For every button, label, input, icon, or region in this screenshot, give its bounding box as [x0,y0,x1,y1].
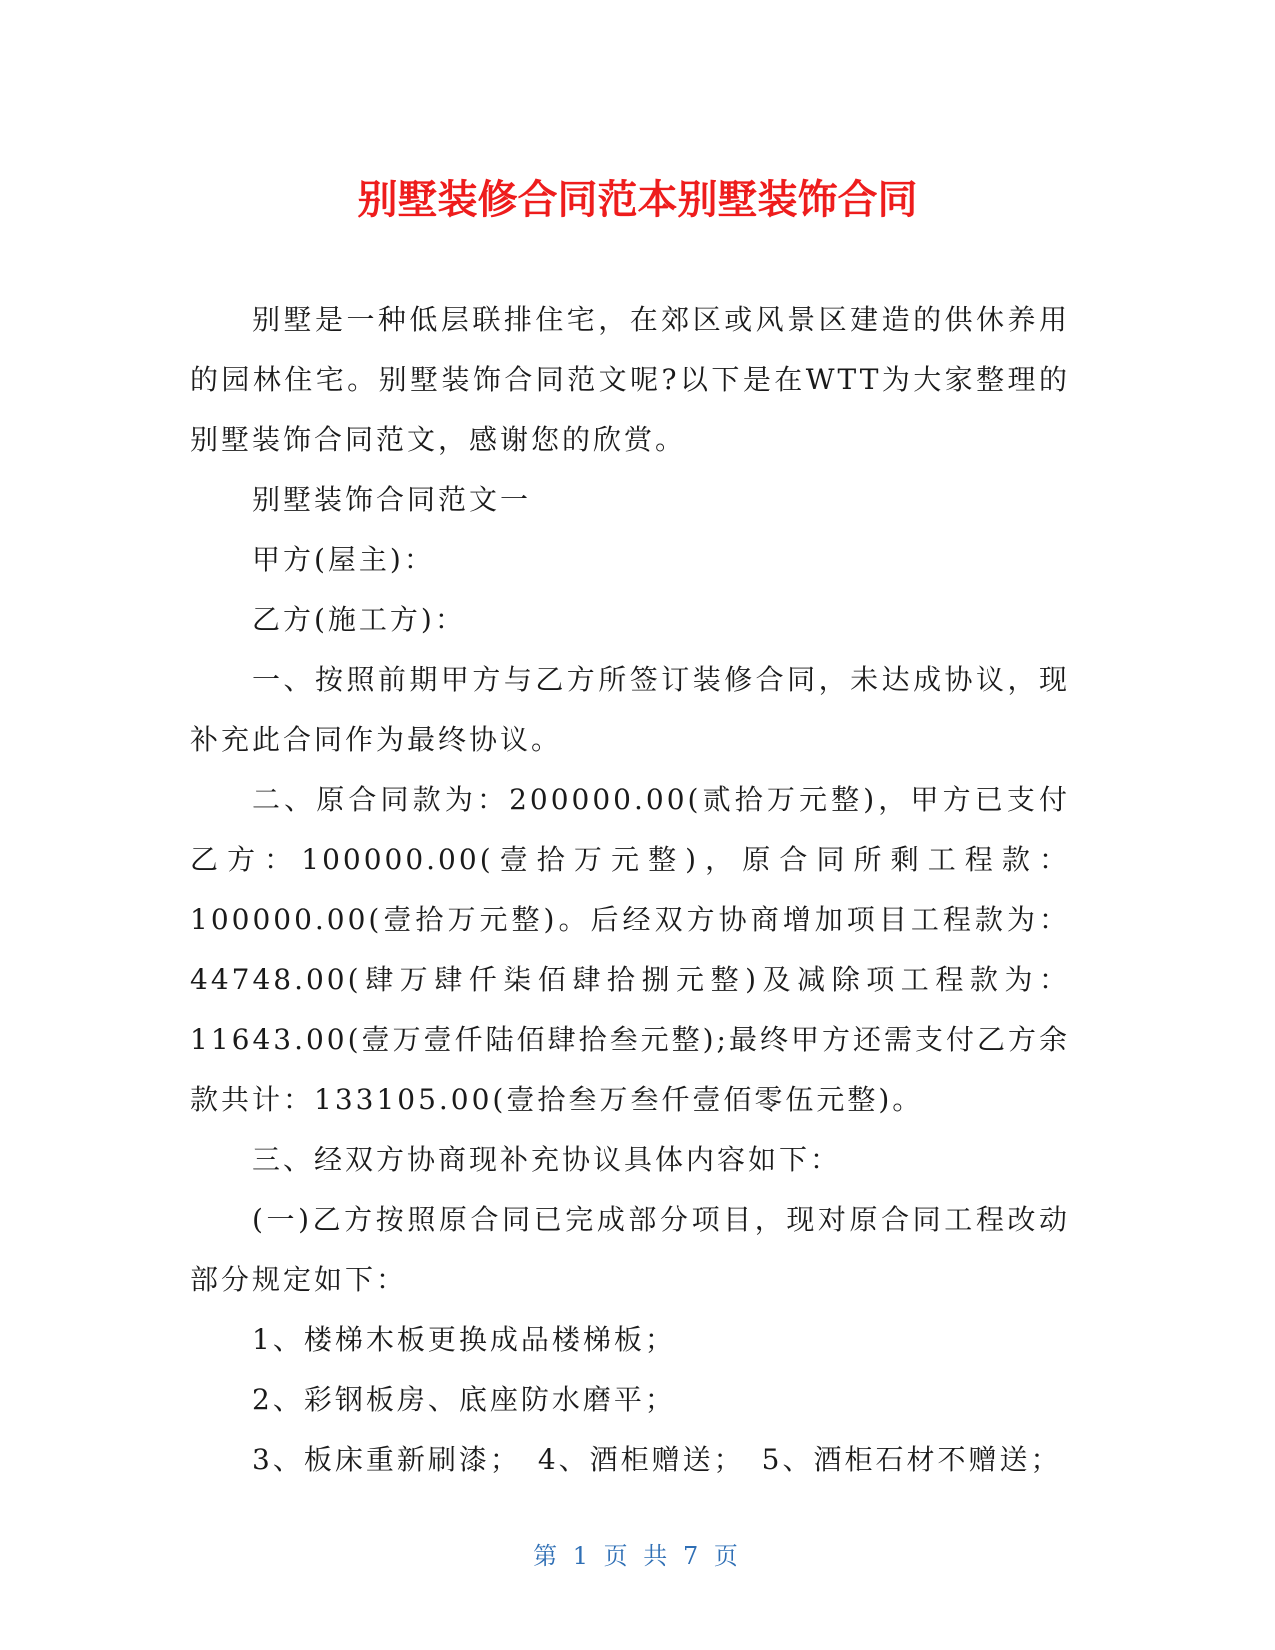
document-title: 别墅装修合同范本别墅装饰合同 [357,177,918,223]
intro-paragraph: 别墅是一种低层联排住宅，在郊区或风景区建造的供休养用的园林住宅。别墅装饰合同范文呢?以下是在WTT为大家整理的别墅装饰合同范文，感谢您的欣赏。 [190,303,1070,456]
party-a-line: 甲方(屋主)： [252,543,435,576]
sub-clause-1: (一)乙方按照原合同已完成部分项目，现对原合同工程改动部分规定如下： [190,1203,1070,1296]
list-item: 3、板床重新刷漆； 4、酒柜赠送； 5、酒柜石材不赠送； [252,1443,1062,1476]
clause-2: 二、原合同款为：200000.00(贰拾万元整)，甲方已支付乙方：100000.00(壹拾万元整)，原合同所剩工程款：100000.00(壹拾万元整)。后经双方协商增加项目工程款为：44748.00(肆万肆仟柒佰肆拾捌元整)及减除项工程款为：11643.00(壹万壹仟陆佰肆拾叁元整);最终甲方还需支付乙方余款共计：133105.00(壹拾叁万叁仟壹佰零伍元整)。 [190,783,1070,1116]
clause-1: 一、按照前期甲方与乙方所签订装修合同，未达成协议，现补充此合同作为最终协议。 [190,663,1070,756]
party-b-line: 乙方(施工方)： [252,603,466,636]
section-heading: 别墅装饰合同范文一 [252,483,532,516]
document-body [190,290,1070,1490]
page-number-footer: 第 1 页 共 7 页 [533,1542,742,1570]
list-item: 2、彩钢板房、底座防水磨平； [252,1383,676,1416]
list-item: 1、楼梯木板更换成品楼梯板； [252,1323,676,1356]
clause-3: 三、经双方协商现补充协议具体内容如下： [252,1143,842,1176]
